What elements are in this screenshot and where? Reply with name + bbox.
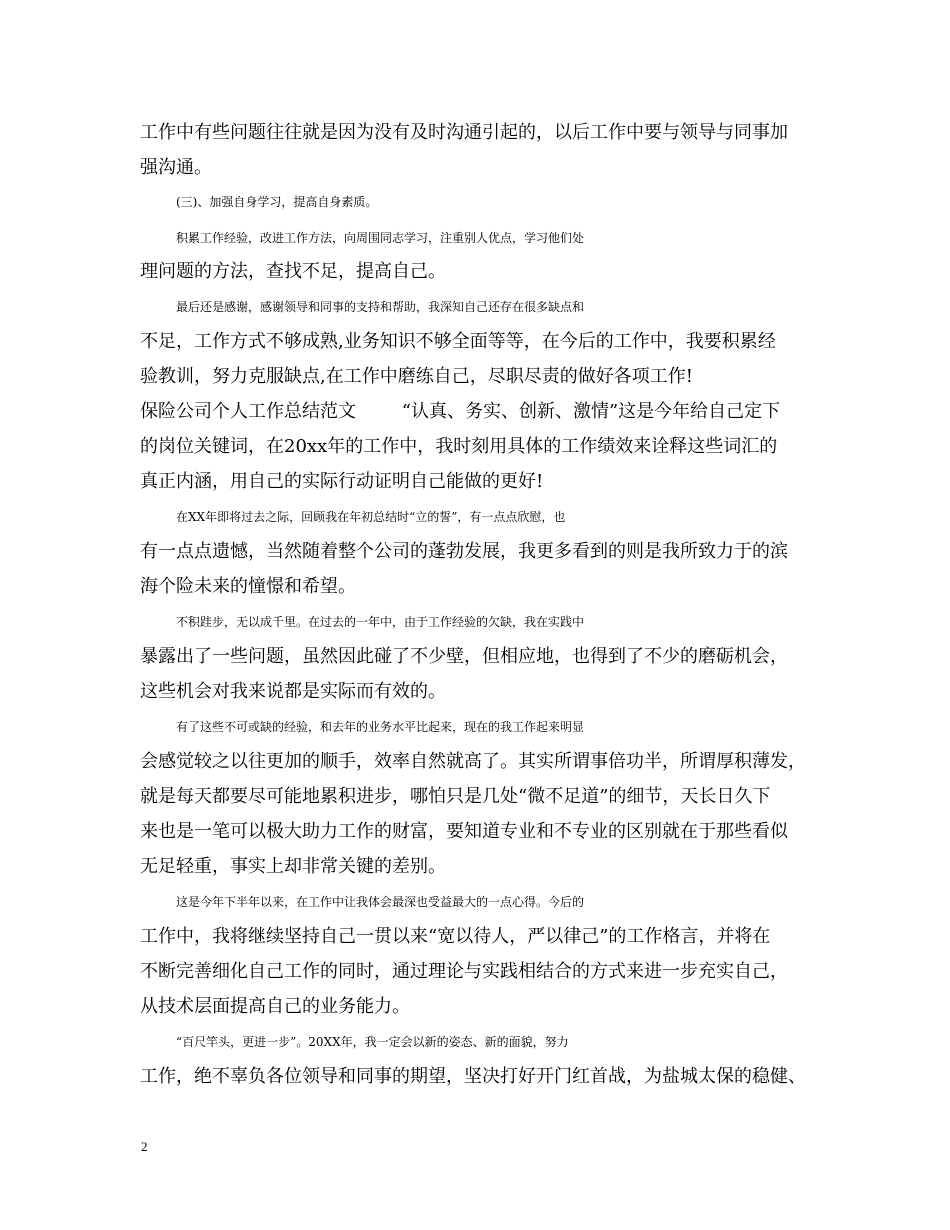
- body-text-line: 从技术层面提高自己的业务能力。: [140, 996, 410, 1017]
- body-text-line: 就是每天都要尽可能地累积进步，哪怕只是几处“微不足道”的细节，天长日久下: [140, 786, 771, 807]
- body-text-line: 验教训，努力克服缺点,在工作中磨练自己，尽职尽责的做好各项工作!: [140, 366, 693, 387]
- document-title-line: 保险公司个人工作总结范文 “认真、务实、创新、激情”这是今年给自己定下: [140, 401, 781, 422]
- body-text-line: 最后还是感谢，感谢领导和同事的支持和帮助，我深知自己还存在很多缺点和: [176, 300, 585, 314]
- section-heading: (三)、加强自身学习，提高自身素质。: [176, 195, 378, 209]
- body-text-line: 来也是一笔可以极大助力工作的财富，要知道专业和不专业的区别就在于那些看似: [140, 821, 788, 842]
- body-text-line: 工作中有些问题往往就是因为没有及时沟通引起的，以后工作中要与领导与同事加: [140, 122, 788, 143]
- body-text-line: 真正内涵，用自己的实际行动证明自己能做的更好!: [140, 471, 544, 492]
- body-text-line: 这些机会对我来说都是实际而有效的。: [140, 681, 446, 702]
- body-text-line: 工作，绝不辜负各位领导和同事的期望，坚决打好开门红首战，为盐城太保的稳健、: [140, 1066, 806, 1087]
- body-text-line: 不积跬步，无以成千里。在过去的一年中，由于工作经验的欠缺，我在实践中: [176, 615, 585, 629]
- body-text-line: 有了这些不可或缺的经验，和去年的业务水平比起来，现在的我工作起来明显: [176, 720, 585, 734]
- body-text-line: 在XX年即将过去之际，回顾我在年初总结时“立的誓”，有一点点欣慰，也: [176, 510, 566, 524]
- body-text-line: 有一点点遗憾，当然随着整个公司的蓬勃发展，我更多看到的则是我所致力于的滨: [140, 541, 788, 562]
- body-text-line: 海个险未来的憧憬和希望。: [140, 576, 356, 597]
- body-text-line: 暴露出了一些问题，虽然因此碰了不少壁，但相应地，也得到了不少的磨砺机会，: [140, 646, 788, 667]
- body-text-line: 会感觉较之以往更加的顺手，效率自然就高了。其实所谓事倍功半，所谓厚积薄发，: [140, 751, 806, 772]
- body-text-line: 不足，工作方式不够成熟,业务知识不够全面等等，在今后的工作中，我要积累经: [140, 331, 776, 352]
- body-text-line: 无足轻重，事实上却非常关键的差别。: [140, 856, 446, 877]
- page-number: 2: [141, 1139, 148, 1154]
- body-text-line: “百尺竿头，更进一步”。20XX年，我一定会以新的姿态、新的面貌，努力: [176, 1035, 569, 1049]
- body-text-line: 工作中，我将继续坚持自己一贯以来“宽以待人，严以律己”的工作格言，并将在: [140, 926, 771, 947]
- body-text-line: 强沟通。: [140, 157, 212, 178]
- body-text-line: 理问题的方法，查找不足，提高自己。: [140, 261, 446, 282]
- body-text-line: 的岗位关键词，在20xx年的工作中，我时刻用具体的工作绩效来诠释这些词汇的: [140, 436, 778, 457]
- body-text-line: 不断完善细化自己工作的同时，通过理论与实践相结合的方式来进一步充实自己，: [140, 961, 788, 982]
- body-text-line: 这是今年下半年以来，在工作中让我体会最深也受益最大的一点心得。今后的: [176, 895, 585, 909]
- body-text-line: 积累工作经验，改进工作方法，向周围同志学习，注重别人优点，学习他们处: [176, 231, 585, 245]
